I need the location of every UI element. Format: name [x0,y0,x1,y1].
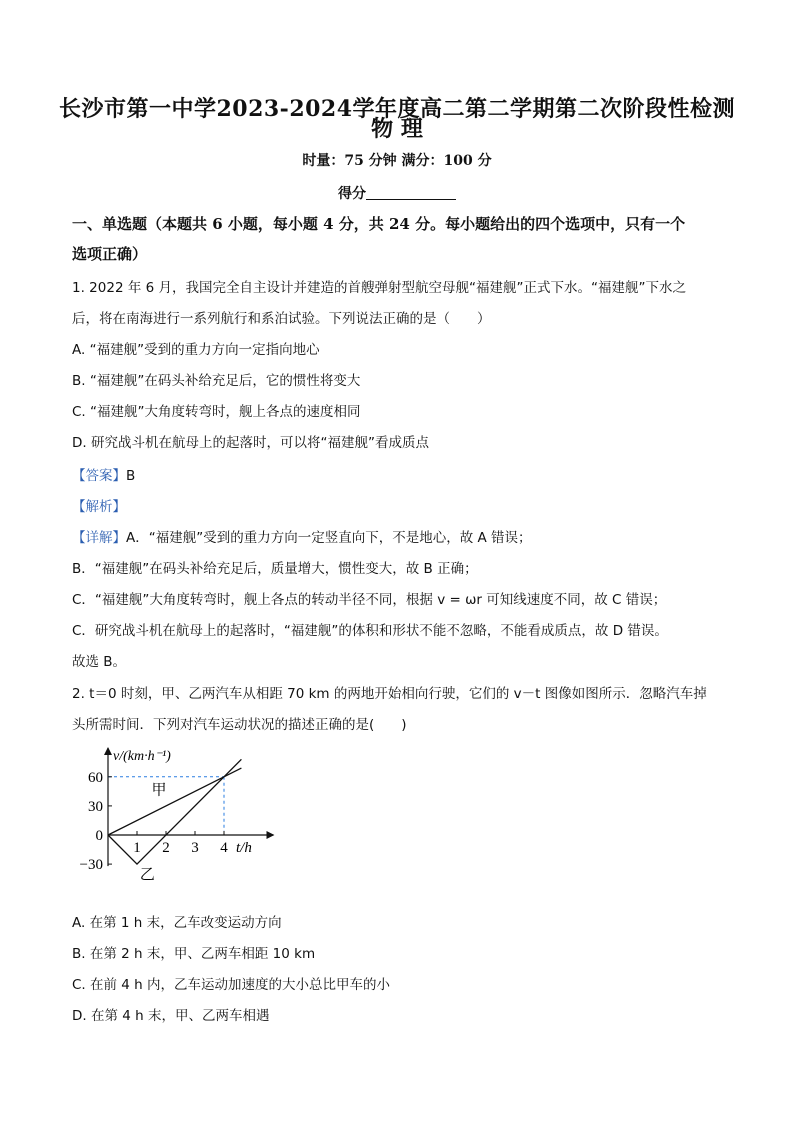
detail-line-c: C．“福建舰”大角度转弯时，舰上各点的转动半径不同，根据 v = ωr 可知线速度不同，故 C 错误； [72,592,667,608]
section-heading-line2: 选项正确） [72,245,148,263]
score-label: 得分 [338,186,366,202]
q1-stem-line1: 1. 2022 年 6 月，我国完全自主设计并建造的首艘弹射型航空母舰“福建舰”正式下水。“福建舰”下水之 [72,280,686,296]
answer-value: B [126,468,136,484]
q2-stem-line2: 头所需时间．下列对汽车运动状况的描述正确的是( ) [72,717,407,733]
q1-option-d: D. 研究战斗机在航母上的起落时，可以将“福建舰”看成质点 [72,435,429,451]
score-line [0,183,794,203]
q1-answer [72,464,135,484]
detail-conclusion: 故选 B。 [72,654,127,670]
section-heading-line1: 一、单选题（本题共 6 小题，每小题 4 分，共 24 分。每小题给出的四个选项中，只有一个 [72,215,686,233]
detail-line-a [72,526,532,546]
detail-text-a: A．“福建舰”受到的重力方向一定竖直向下，不是地心，故 A 错误； [126,530,532,546]
y-tick-label: −30 [80,857,103,874]
detail-line-b: B．“福建舰”在码头补给充足后，质量增大，惯性变大，故 B 正确； [72,561,478,577]
x-tick-label: 3 [191,840,199,856]
x-axis-label: t/h [236,840,252,856]
q2-stem-line1: 2. t＝0 时刻，甲、乙两汽车从相距 70 km 的两地开始相向行驶，它们的 v－t 图像如图所示．忽略汽车掉 [72,686,707,702]
x-tick-label: 2 [162,840,170,856]
y-tick-label: 60 [88,769,103,786]
q1-option-b: B. “福建舰”在码头补给充足后，它的惯性将变大 [72,373,361,389]
q2-option-a: A. 在第 1 h 末，乙车改变运动方向 [72,915,282,931]
series-label-jia: 甲 [151,782,167,799]
q2-option-d: D. 在第 4 h 末，甲、乙两车相遇 [72,1008,270,1024]
x-tick-label: 4 [220,840,228,856]
analysis-tag: 【解析】 [72,499,126,515]
subject-title: 物 理 [371,116,423,142]
q1-stem-line2: 后，将在南海进行一系列航行和系泊试验。下列说法正确的是（ ） [72,311,491,327]
answer-tag: 【答案】 [72,468,126,484]
x-tick-label: 1 [133,840,141,856]
q1-option-a: A. “福建舰”受到的重力方向一定指向地心 [72,342,320,358]
y-axis-label: v/(km·h⁻¹) [113,749,171,764]
detail-line-d: C．研究战斗机在航母上的起落时，“福建舰”的体积和形状不能不忽略，不能看成质点，故 D 错误。 [72,623,668,639]
q2-option-c: C. 在前 4 h 内，乙车运动加速度的大小总比甲车的小 [72,977,391,993]
score-blank[interactable] [366,185,456,200]
series-label-yi: 乙 [139,867,155,884]
series-line-1 [108,768,241,835]
exam-title: 长沙市第一中学2023-2024学年度高二第二学期第二次阶段性检测 [58,96,736,122]
vt-graph [80,744,280,884]
q2-option-b: B. 在第 2 h 末，甲、乙两车相距 10 km [72,946,316,962]
q1-option-c: C. “福建舰”大角度转弯时，舰上各点的速度相同 [72,404,361,420]
y-tick-label: 30 [88,798,103,815]
y-tick-label: 0 [95,828,103,844]
exam-meta: 时量：75 分钟 满分：100 分 [302,153,492,169]
section-heading [72,209,722,269]
detail-tag: 【详解】 [72,530,126,546]
